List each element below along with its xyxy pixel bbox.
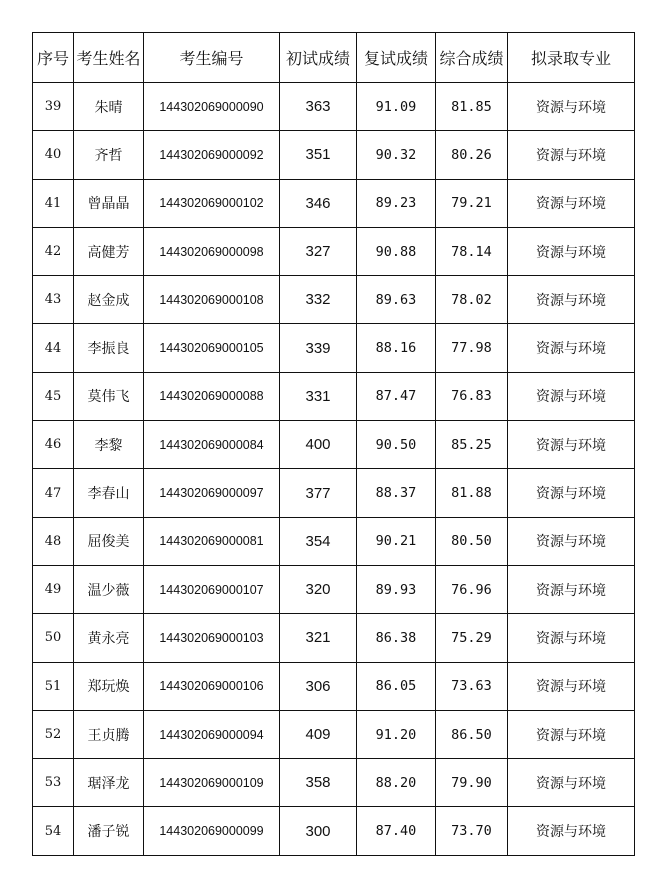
cell-name: 李黎 <box>74 421 144 469</box>
table-row <box>33 227 635 275</box>
cell-initial-score: 400 <box>280 421 357 469</box>
cell-name: 莫伟飞 <box>74 372 144 420</box>
cell-name: 温少薇 <box>74 565 144 613</box>
cell-candidate-id: 144302069000084 <box>144 421 280 469</box>
cell-seq: 54 <box>33 807 74 855</box>
cell-initial-score: 320 <box>280 565 357 613</box>
table-row <box>33 421 635 469</box>
admission-score-table <box>32 32 635 856</box>
cell-name: 朱晴 <box>74 83 144 131</box>
cell-initial-score: 409 <box>280 710 357 758</box>
cell-seq: 44 <box>33 324 74 372</box>
table-row <box>33 131 635 179</box>
cell-initial-score: 306 <box>280 662 357 710</box>
table-row <box>33 759 635 807</box>
table-row <box>33 710 635 758</box>
cell-seq: 49 <box>33 565 74 613</box>
cell-candidate-id: 144302069000108 <box>144 276 280 324</box>
cell-total-score: 81.88 <box>436 469 508 517</box>
cell-candidate-id: 144302069000094 <box>144 710 280 758</box>
cell-name: 黄永亮 <box>74 614 144 662</box>
cell-retest-score: 86.05 <box>357 662 436 710</box>
cell-name: 李振良 <box>74 324 144 372</box>
cell-total-score: 79.21 <box>436 179 508 227</box>
cell-candidate-id: 144302069000099 <box>144 807 280 855</box>
cell-initial-score: 354 <box>280 517 357 565</box>
cell-seq: 47 <box>33 469 74 517</box>
cell-retest-score: 89.93 <box>357 565 436 613</box>
cell-major: 资源与环境 <box>508 517 635 565</box>
cell-seq: 53 <box>33 759 74 807</box>
cell-retest-score: 90.50 <box>357 421 436 469</box>
cell-name: 赵金成 <box>74 276 144 324</box>
cell-name: 李春山 <box>74 469 144 517</box>
cell-major: 资源与环境 <box>508 83 635 131</box>
table-row <box>33 276 635 324</box>
cell-candidate-id: 144302069000092 <box>144 131 280 179</box>
header-row <box>33 33 635 83</box>
cell-major: 资源与环境 <box>508 614 635 662</box>
cell-seq: 50 <box>33 614 74 662</box>
cell-initial-score: 332 <box>280 276 357 324</box>
cell-initial-score: 377 <box>280 469 357 517</box>
cell-initial-score: 346 <box>280 179 357 227</box>
cell-candidate-id: 144302069000107 <box>144 565 280 613</box>
cell-major: 资源与环境 <box>508 710 635 758</box>
table-body <box>33 83 635 856</box>
header-major: 拟录取专业 <box>508 33 635 83</box>
cell-name: 齐哲 <box>74 131 144 179</box>
cell-major: 资源与环境 <box>508 662 635 710</box>
cell-seq: 48 <box>33 517 74 565</box>
cell-major: 资源与环境 <box>508 131 635 179</box>
cell-major: 资源与环境 <box>508 324 635 372</box>
cell-total-score: 80.50 <box>436 517 508 565</box>
cell-total-score: 85.25 <box>436 421 508 469</box>
cell-name: 琚泽龙 <box>74 759 144 807</box>
cell-initial-score: 339 <box>280 324 357 372</box>
cell-initial-score: 300 <box>280 807 357 855</box>
cell-total-score: 79.90 <box>436 759 508 807</box>
cell-total-score: 86.50 <box>436 710 508 758</box>
cell-candidate-id: 144302069000097 <box>144 469 280 517</box>
table-row <box>33 807 635 855</box>
cell-candidate-id: 144302069000088 <box>144 372 280 420</box>
cell-seq: 41 <box>33 179 74 227</box>
table-row <box>33 517 635 565</box>
cell-total-score: 73.63 <box>436 662 508 710</box>
cell-major: 资源与环境 <box>508 372 635 420</box>
cell-candidate-id: 144302069000090 <box>144 83 280 131</box>
cell-major: 资源与环境 <box>508 469 635 517</box>
cell-retest-score: 91.09 <box>357 83 436 131</box>
cell-initial-score: 351 <box>280 131 357 179</box>
cell-name: 潘子锐 <box>74 807 144 855</box>
cell-candidate-id: 144302069000109 <box>144 759 280 807</box>
cell-name: 屈俊美 <box>74 517 144 565</box>
table-row <box>33 324 635 372</box>
cell-retest-score: 88.37 <box>357 469 436 517</box>
cell-seq: 45 <box>33 372 74 420</box>
cell-initial-score: 363 <box>280 83 357 131</box>
cell-total-score: 76.83 <box>436 372 508 420</box>
cell-seq: 51 <box>33 662 74 710</box>
cell-retest-score: 91.20 <box>357 710 436 758</box>
cell-candidate-id: 144302069000103 <box>144 614 280 662</box>
table-row <box>33 83 635 131</box>
cell-candidate-id: 144302069000106 <box>144 662 280 710</box>
cell-name: 高健芳 <box>74 227 144 275</box>
cell-retest-score: 89.63 <box>357 276 436 324</box>
table-row <box>33 179 635 227</box>
cell-major: 资源与环境 <box>508 179 635 227</box>
cell-total-score: 76.96 <box>436 565 508 613</box>
cell-retest-score: 87.47 <box>357 372 436 420</box>
cell-retest-score: 88.16 <box>357 324 436 372</box>
cell-retest-score: 87.40 <box>357 807 436 855</box>
cell-seq: 42 <box>33 227 74 275</box>
cell-initial-score: 327 <box>280 227 357 275</box>
cell-major: 资源与环境 <box>508 227 635 275</box>
cell-major: 资源与环境 <box>508 759 635 807</box>
cell-seq: 40 <box>33 131 74 179</box>
table-row <box>33 565 635 613</box>
cell-total-score: 73.70 <box>436 807 508 855</box>
cell-name: 郑玩焕 <box>74 662 144 710</box>
table-row <box>33 662 635 710</box>
cell-initial-score: 358 <box>280 759 357 807</box>
cell-total-score: 78.02 <box>436 276 508 324</box>
header-total-score: 综合成绩 <box>436 33 508 83</box>
cell-total-score: 77.98 <box>436 324 508 372</box>
cell-total-score: 78.14 <box>436 227 508 275</box>
cell-major: 资源与环境 <box>508 276 635 324</box>
cell-retest-score: 89.23 <box>357 179 436 227</box>
cell-candidate-id: 144302069000105 <box>144 324 280 372</box>
header-seq: 序号 <box>33 33 74 83</box>
table-row <box>33 614 635 662</box>
cell-candidate-id: 144302069000102 <box>144 179 280 227</box>
cell-retest-score: 90.88 <box>357 227 436 275</box>
cell-total-score: 81.85 <box>436 83 508 131</box>
cell-total-score: 80.26 <box>436 131 508 179</box>
cell-candidate-id: 144302069000098 <box>144 227 280 275</box>
cell-seq: 43 <box>33 276 74 324</box>
cell-major: 资源与环境 <box>508 565 635 613</box>
header-retest-score: 复试成绩 <box>357 33 436 83</box>
cell-seq: 52 <box>33 710 74 758</box>
cell-total-score: 75.29 <box>436 614 508 662</box>
cell-name: 曾晶晶 <box>74 179 144 227</box>
header-initial-score: 初试成绩 <box>280 33 357 83</box>
cell-retest-score: 86.38 <box>357 614 436 662</box>
cell-retest-score: 90.21 <box>357 517 436 565</box>
cell-retest-score: 88.20 <box>357 759 436 807</box>
table-row <box>33 372 635 420</box>
header-candidate-id: 考生编号 <box>144 33 280 83</box>
cell-retest-score: 90.32 <box>357 131 436 179</box>
table-header <box>33 33 635 83</box>
cell-candidate-id: 144302069000081 <box>144 517 280 565</box>
cell-initial-score: 321 <box>280 614 357 662</box>
cell-major: 资源与环境 <box>508 421 635 469</box>
cell-initial-score: 331 <box>280 372 357 420</box>
cell-name: 王贞腾 <box>74 710 144 758</box>
header-name: 考生姓名 <box>74 33 144 83</box>
cell-major: 资源与环境 <box>508 807 635 855</box>
cell-seq: 39 <box>33 83 74 131</box>
cell-seq: 46 <box>33 421 74 469</box>
table-row <box>33 469 635 517</box>
